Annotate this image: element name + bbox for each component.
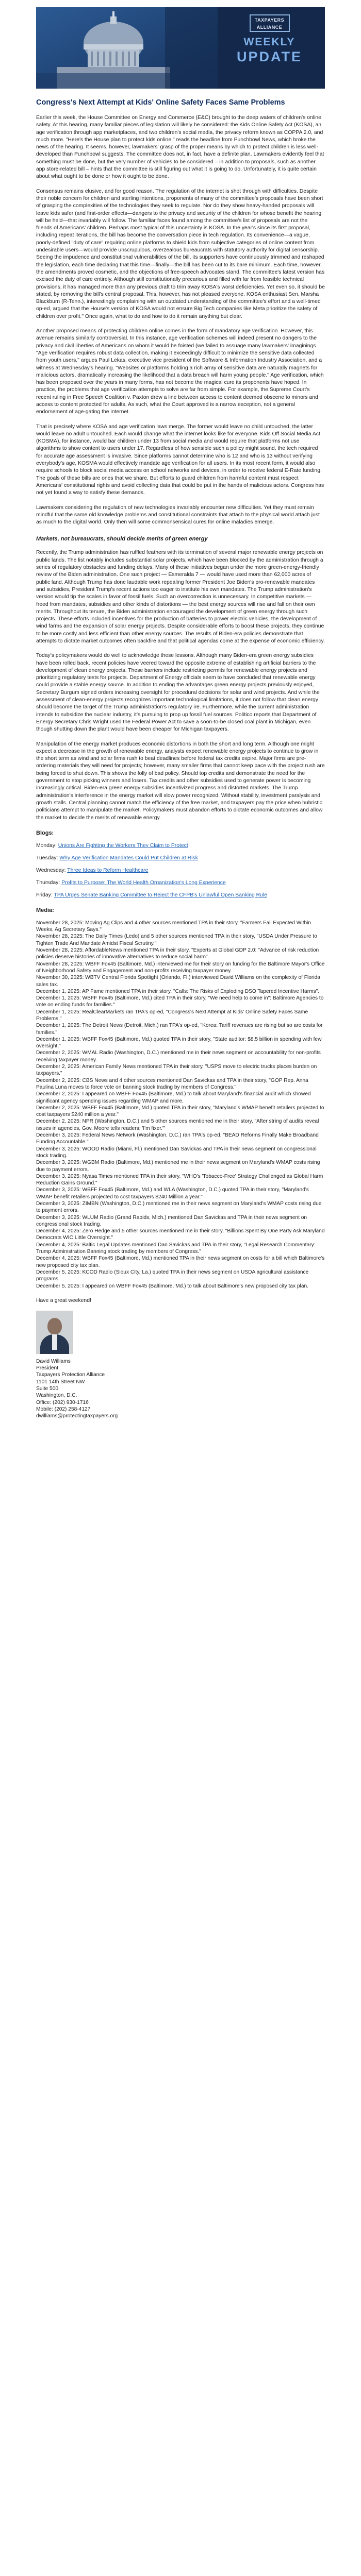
author-org: Taxpayers Protection Alliance [36,1372,105,1378]
office-phone: Office: (202) 930-1716 [36,1399,89,1405]
author-title: President [36,1365,59,1371]
media-item: December 1, 2025: AP Fame mentioned TPA in their story, "Calls: The Risks of Exploding DSO Tapered Incentive Harms". [36,988,320,994]
newsletter-brand [222,14,317,81]
media-item: November 28, 2025: AffordableNews mentioned TPA in their story, "Experts at Global GDP 2.0: "Advance of risk reduction policies deserve histories of innovative alternatives to reduce social harm". [36,947,319,960]
media-item: December 1, 2025: The Detroit News (Detroit, Mich.) ran TPA's op-ed, "Korea: Tariff revenues are rising but so are costs for families." [36,1023,323,1036]
media-item: December 2, 2025: American Family News mentioned TPA in their story, "USPS move to electric trucks places burden on taxpayers." [36,1064,317,1077]
media-item: December 3, 2025: ZIMBN (Washington, D.C.) mentioned me in their news segment on Maryland's WMAP costs rising due to payment errors. [36,1201,322,1214]
brand-update: UPDATE [236,49,302,64]
media-item: December 2, 2025: CBS News and 4 other sources mentioned Dan Savickas and TPA in their story, "GOP Rep. Anna Paulina Luna moves to force vote on banning stock trading by members of Congress." [36,1077,308,1090]
media-item: December 3, 2025: Nyasa Times mentioned TPA in their story, "WHO's 'Tobacco-Free' Strategy Challenged as Global Harm Reduction Gains Ground." [36,1173,323,1187]
blog-link[interactable]: Why Age Verification Mandates Could Put Children at Risk [59,855,198,861]
blog-item: Thursday: Profits to Purpose: The World Health Organization's Long Experience [36,879,226,886]
article-paragraph: Consensus remains elusive, and for good reason. The regulation of the internet is shot through with difficulties. Despite their noble concern for children and sterling intentions, proponents of many of the committee's proposals have been short of grasping the complexities of the technologies they seek to regulate. Nor do they show heavy-handed proposals will leave kids safer (and first-order effects—dangers to the privacy and security of the children for whose benefit the hearing will be held—that invariably will follow. The familiar faces found among the committee's list of proposals are not the friends of Americans' children. Perhaps most typical of this uncertainty is KOSA. In the year's since its first proposal, including repeat iterations, the bill has become the conversation piece in tech regulation. Its convenience—a vague, poorly-defined "duty of care" requiring online platforms to shield kids from subjective categories of online content from undesirable users—would provide unscrupulous, overzealous bureaucrats with statutory authority for digital censorship. Seeing the impudence and constitutional vulnerabilities of the bill, its supporters have continuously trimmed and reshaped the legislation, each time declaring that this time—finally—the bill has been cut to its bare minimum. Each time, however, the amendments proved cosmetic, and the objections of free-speech advocates stand. The committee's latest version has excised the duty of care entirely. Although still constitutionally precarious and filled with far from feasible technical provisions, it has managed more than any previous draft to trim away KOSA's worst deficiencies. Yet even so, it should be stated, by removing the bill's central proposal. This, however, has not pleased everyone. KOSA enthusiast Sen. Marsha Blackburn (R-Tenn.), interestingly complaining with an outdated understanding of the committee's effort and a well-timed op-ed, argued that the House's version of KOSA would not ensure Big Tech companies like Meta prioritize the safety of children over profit." Once again, what to do and how to do it remain anything but clear. [36,188,325,319]
media-item: November 30, 2025: WBTV Central Florida Spotlight (Orlando, Fl.) interviewed David Williams on the complexity of Florida sales tax. [36,975,320,988]
newsletter-header [36,7,325,89]
media-item: December 2, 2025: I appeared on WBFF Fox45 (Baltimore, Md.) to talk about Maryland's financial audit which showed significant agency spending issues regarding WMAP and more. [36,1091,311,1104]
newsletter-body [36,89,325,1420]
media-item: December 3, 2025: WLUM Radio (Grand Rapids, Mich.) mentioned Dan Savickas and TPA in their news segment on congressional stock trading. [36,1214,307,1227]
blog-link[interactable]: Three Ideas to Reform Healthcare [67,867,149,873]
blogs-heading: Blogs: [36,829,54,836]
media-item: December 4, 2025: Zero Hedge and 5 other sources mentioned me in their story, "Billions Spent By One Party Ask Maryland Democrats WIC Little Oversight." [36,1228,325,1241]
media-item: December 2, 2025: WMAL Radio (Washington, D.C.) mentioned me in their news segment on accountability for non-profits receiving taxpayer money. [36,1050,321,1063]
media-item: December 1, 2025: WBFF Fox45 (Baltimore, Md.) quoted TPA in their story, "State auditor: $8.5 billion in spending with few oversight." [36,1036,322,1049]
media-item: December 2, 2025: NPR (Washington, D.C.) and 5 other sources mentioned me in their story, "After string of audits reveal issues in agencies, Gov. Moore tells readers: 'I'm fixer.'" [36,1118,319,1131]
media-list [36,920,325,1290]
media-item: December 5, 2025: I appeared on WBFF Fox45 (Baltimore, Md.) to talk about Baltimore's new proposed city tax plan. [36,1283,308,1289]
article-paragraph: Manipulation of the energy market produces economic distortions in both the short and long term. Although one might expect a decrease in the growth of renewable energy, analysts expect renewable energy projects to continue to grow in the short term as wind and solar firms rush to beat deadlines before federal tax credits expire. Major firms are pre-ordering materials they will need for projects; however, many smaller firms that cannot keep pace with the project rush are being forced to shut down. This shows the folly of bad policy. Should top credits and demonstrate the need for the government to stop picking winners and losers. Tax credits and other subsidies used to generate power is becoming increasingly critical. Biden-era green energy subsidies incentivized progress and distorted markets. The Trump administration's interference in the energy market will slow power recognized. Without stability, investment paralysis and growth stalls. Central planning cannot match the efficiency of the free market, and taxpayers pay the price when hubristic politicians attempt to manipulate the market. Policymakers must abandon efforts to dictate economic outcomes and allow the market to decide the merits of renewable energy. [36,741,325,821]
tpa-logo: TAXPAYERS ALLIANCE [250,14,290,32]
media-item: December 4, 2025: Baltic Legal Updates mentioned Dan Savickas and TPA in their story, "Legal Research Commentary: Trump Administration Banning stock trading by members of Congress." [36,1242,316,1255]
media-item: December 4, 2025: WBFF Fox45 (Baltimore, Md.) mentioned TPA in their news segment on costs for a bill which Baltimore's new proposed city tax plan. [36,1256,325,1268]
media-item: December 3, 2025: WBFF Fox45 (Baltimore, Md.) and WLA (Washington, D.C.) quoted TPA in their story, "Maryland's WMAP benefit retailers projected to cost taxpayers $240 Million a year." [36,1187,309,1200]
blog-item: Friday: TPA Urges Senate Banking Committee to Reject the CFPB's Unlawful Open Banking Rule [36,892,268,898]
media-item: December 3, 2025: WOOD Radio (Miami, Fl.) mentioned Dan Savickas and TPA in their news segment on congressional stock trading. [36,1146,317,1159]
blog-link[interactable]: TPA Urges Senate Banking Committee to Reject the CFPB's Unlawful Open Banking Rule [54,892,268,898]
blog-item: Monday: Unions Are Fighting the Workers They Claim to Protect [36,842,188,849]
signature-block [36,1358,325,1420]
media-item: December 5, 2025: KCOD Radio (Sioux City, La.) quoted TPA in their news segment on USDA agricultural assistance programs. [36,1269,309,1282]
email-address[interactable]: dwilliams@protectingtaxpayers.org [36,1413,118,1419]
capitol-dome-image [36,7,218,89]
address-suite: Suite 500 [36,1386,59,1392]
media-item: November 28, 2025: The Daily Times (Ledo) and 5 other sources mentioned TPA in their story, "USDA Under Pressure to Tighten Trade And Mandate Amidst Fiscal Scrutiny." [36,934,317,946]
media-item: November 28, 2025: WBFF Fox45 (Baltimore, Md.) interviewed me for their story on funding for the Baltimore Mayor's Office of Neighborhood Safety and Engagement and non-profits receiving taxpayer money. [36,961,325,974]
article-title: Congress's Next Attempt at Kids' Online Safety Faces Same Problems [36,98,285,107]
author-photo [36,1311,73,1354]
media-item: December 1, 2025: RealClearMarkets ran TPA's op-ed, "Congress's Next Attempt at Kids' Online Safety Faces Same Problems." [36,1009,308,1022]
blog-link[interactable]: Profits to Purpose: The World Health Organization's Long Experience [61,879,226,886]
article-paragraph: Lawmakers considering the regulation of new technologies invariably encounter new difficulties. Yet they must remain mindful that the same old knowledge problems and constitutional constraints that attach to the physical world attach just as much to the digital world. Only then will some commonsensical cures for online maladies emerge. [36,504,320,526]
article-paragraph: That is precisely where KOSA and age verification laws merge. The former would leave no child untouched, the latter would leave no adult untouched. Each would change what the internet looks like for everyone. Kids Off Social Media Act (KOSMA), for instance, would bar children under 13 from social media and would require that platforms not use algorithms to show content to users under 17. Regardless of how sensible such a policy might sound, the tech required for accurate age assessment is invasive. Since platforms cannot determine who is 12 and who is 13 without verifying everybody's age, KOSMA would effectively mandate age verification for all users. In its most recent form, it would also require schools to block social media access on school networks and devices, in order to receive federal E-Rate funding. The goals of these bills are ones that we share. But efforts to guard children from harmful content must respect Americans' constitutional rights and avoid collecting data that could be put in the hands of malicious actors. Congress has not yet found a way to satisfy these demands. [36,423,324,496]
media-item: November 28, 2025: Moving Ag Clips and 4 other sources mentioned TPA in their story, "Farmers Fail Expected Within Weeks, Ag Secretary Says." [36,920,311,933]
article-paragraph: Recently, the Trump administration has ruffled feathers with its termination of several major renewable energy projects on public lands. The list notably includes substantial solar projects, which have been blocked by the administration through a series of regulatory obstacles and funding delays. Many of these initiatives began under the more green-energy-friendly review of the Biden administration. One such project — Esmeralda 7 — would have used more than 62,000 acres of public land. Although Trump has done laudable work repealing former President Joe Biden's pro-renewable mandates and subsidies, President Trump's recent actions too eager to institute his own mandates. The Trump administration's version would tip the scales in favor of fossil fuels. Such an overcorrection is unnecessary. In competitive markets — freed from mandates, subsidies and other kinds of distortions — the best energy sources will rise and fall on their own merits. Throughout its tenure, the Biden administration encouraged the development of green energy through such projects. These efforts included incentives for the production of batteries to power electric vehicles, the development of wind farms and the expansion of solar energy projects. Despite considerable efforts to boost these projects, they continue to be more costly and less efficient than other energy sources. The results of Biden-era policies demonstrate that attempts to dictate market outcomes often backfire and that political agendas come at the expense of economic efficiency. [36,550,325,644]
blog-item: Tuesday: Why Age Verification Mandates Could Put Children at Risk [36,855,198,861]
closing-text: Have a great weekend! [36,1297,91,1303]
blog-item: Wednesday: Three Ideas to Reform Healthcare [36,867,149,873]
media-item: December 3, 2025: Federal News Network (Washington, D.C.) ran TPA's op-ed, "BEAD Reforms Finally Make Broadband Funding Accountable." [36,1132,319,1145]
article-paragraph: Earlier this week, the House Committee on Energy and Commerce (E&C) brought to the deep waters of children's online safety. At this hearing, many familiar pieces of legislation will likely be considered: the Kids Online Safety Act (KOSA), an age verification through app marketplaces, and two children's social media, the privacy reform known as COPPA 2.0, and much more. "Here's the House plan to protect kids online," reads the headline from Punchbowl News, which broke the news of the hearing. It seems, however, lawmakers' grasp of the proper means by which to protect children is less well-developed than Punchbowl suggests. The committee does not, in fact, have a definite plan. Lawmakers evidently feel that something must be done, but the very number of vehicles to be considered – in addition to proposals, such as another app store-related bill – hints that the committee is still figuring out what it is going to do. Unfortunately, it is quite certain about what ought to be done or how it ought to be done. [36,115,324,180]
article-paragraph: Another proposed means of protecting children online comes in the form of mandatory age verification. However, this avenue remains similarly controversial. In this instance, age verification schemes will indeed present no dangers to the privacy and civil liberties of Americans on whom it would be foisted (we failed to assuage many lawmakers' imaginings. "Age verification requires robust data collection, making it exceedingly difficult to minimize the sensitive data collected from youth users," argues Paul Lekas, executive vice president of the Software & Information Industry Association, and a witness at Wednesday's hearing. "Websites or platforms holding a rich array of sensitive data are naturally magnets for malicious actors, dramatically increasing the likelihood that a data breach will harm young people." Age verification, which has been proposed over the years in many forms, has not become the magical cure its proponents have hoped. In practice, the problems that age verification attempts to solve are far from simple. For example, the Supreme Court's recent ruling in Free Speech Coalition v. Paxton drew a line between access to content deemed obscene to minors and access to content protected for adults. As such, what the Court approved is a narrow exception, not a general endorsement of age-gating the internet. [36,328,324,415]
author-name: David Williams [36,1358,71,1364]
article-paragraph: Today's policymakers would do well to acknowledge these lessons. Although many Biden-era green energy subsidies have been rolled back, recent policies have veered toward the opposite extreme of establishing artificial barriers to the development of clean energy projects. These barriers include restricting permits for renewable energy projects and prioritizing regulatory tests for projects. Department of Energy officials seem to have concluded that renewable energy could provide a stable energy source. In addition to ending the advantages green energy projects previously enjoyed, Secretary Burgum signed orders increasing oversight for procedural decisions for solar and wind projects. And while the assessment of clean-energy projects recognizes important technological limitations, it does not follow that clean energy should become the target of the Trump administration's regulatory ire. Furthermore, while the current administration intends to subsidize the nuclear industry, it's pursuing to prop up fossil fuel sources. Politico reports that Department of Energy Secretary Chris Wright used the Federal Power Act to save a soon-to-be closed coal plant in Michigan, even though shutting down the plant would have been cheaper for Michigan taxpayers. [36,653,320,733]
mobile-phone: Mobile: (202) 258-4127 [36,1406,91,1412]
media-item: December 2, 2025: WBFF Fox45 (Baltimore, Md.) quoted TPA in their story, "Maryland's WMAP benefit retailers projected to cost taxpayers $240 million a year." [36,1105,324,1118]
address-city: Washington, D.C. [36,1393,77,1399]
media-item: December 1, 2025: WBFF Fox45 (Baltimore, Md.) cited TPA in their story, "We need help to come in": Baltimore Agencies to vote on ending funds for families." [36,995,324,1008]
blog-link[interactable]: Unions Are Fighting the Workers They Claim to Protect [58,842,188,849]
brand-weekly: WEEKLY [243,36,296,48]
media-item: December 3, 2025: WGBM Radio (Baltimore, Md.) mentioned me in their news segment on Maryland's WMAP costs rising due to payment errors. [36,1160,320,1173]
article-subhead: Markets, not bureaucrats, should decide merits of green energy [36,536,208,543]
media-heading: Media: [36,907,54,913]
address-street: 1101 14th Street NW [36,1379,85,1385]
